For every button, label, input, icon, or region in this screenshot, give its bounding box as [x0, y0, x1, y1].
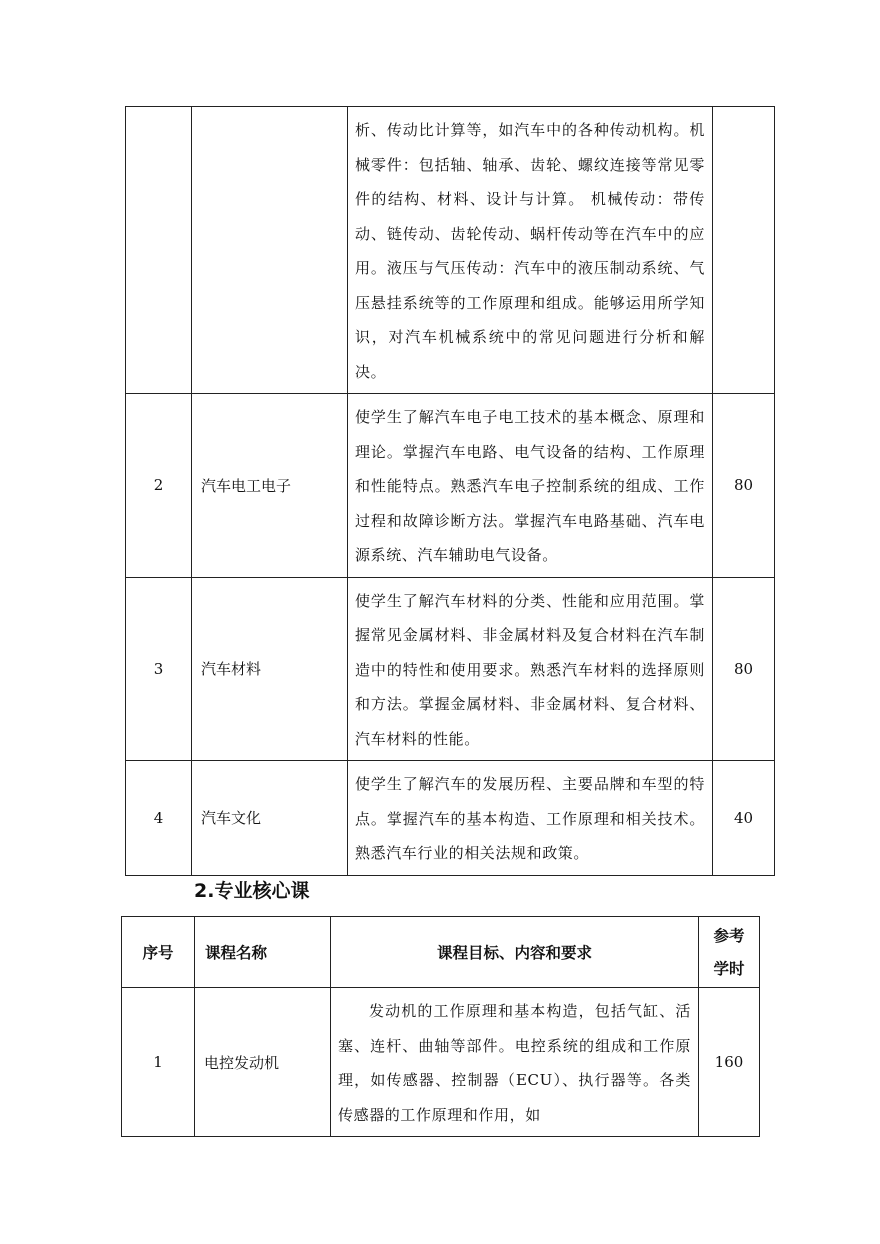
- course-table-basic: [125, 106, 775, 876]
- header-course-name: 课程名称: [195, 917, 331, 988]
- row-number: 2: [126, 394, 192, 578]
- table-row: [126, 761, 775, 876]
- course-description: 使学生了解汽车材料的分类、性能和应用范围。掌握常见金属材料、非金属材料及复合材料在汽车制造中的特性和使用要求。熟悉汽车材料的选择原则和方法。掌握金属材料、非金属材料、复合材料、汽车材料的性能。: [348, 577, 713, 761]
- header-hours-line2: 学时: [713, 959, 745, 978]
- row-number: 4: [126, 761, 192, 876]
- row-number: [126, 107, 192, 394]
- course-description: 发动机的工作原理和基本构造，包括气缸、活塞、连杆、曲轴等部件。电控系统的组成和工作原理，如传感器、控制器（ECU）、执行器等。各类传感器的工作原理和作用，如: [331, 988, 699, 1137]
- section-heading: 2.专业核心课: [194, 880, 310, 902]
- table-header-row: [122, 917, 760, 988]
- row-number: 1: [122, 988, 195, 1137]
- course-hours: [713, 107, 775, 394]
- header-number: 序号: [122, 917, 195, 988]
- course-description: 析、传动比计算等，如汽车中的各种传动机构。机械零件：包括轴、轴承、齿轮、螺纹连接等常见零件的结构、材料、设计与计算。 机械传动：带传动、链传动、齿轮传动、蜗杆传动等在汽车中的应用。液压与气压传动：汽车中的液压制动系统、气压悬挂系统等的工作原理和组成。能够运用所学知识，对汽车机械系统中的常见问题进行分析和解决。: [348, 107, 713, 394]
- header-hours: [699, 917, 760, 988]
- header-hours-line1: 参考: [713, 926, 745, 945]
- course-hours: 80: [713, 577, 775, 761]
- course-name: 汽车电工电子: [192, 394, 348, 578]
- table-row: [126, 107, 775, 394]
- course-name: 汽车文化: [192, 761, 348, 876]
- course-table-core: [121, 916, 760, 1137]
- row-number: 3: [126, 577, 192, 761]
- course-name: 电控发动机: [195, 988, 331, 1137]
- table-row: [126, 394, 775, 578]
- table-row: [122, 988, 760, 1137]
- course-name: 汽车材料: [192, 577, 348, 761]
- table-row: [126, 577, 775, 761]
- course-hours: 40: [713, 761, 775, 876]
- course-hours: 160: [699, 988, 760, 1137]
- course-description: 使学生了解汽车的发展历程、主要品牌和车型的特点。掌握汽车的基本构造、工作原理和相关技术。熟悉汽车行业的相关法规和政策。: [348, 761, 713, 876]
- course-name: [192, 107, 348, 394]
- course-hours: 80: [713, 394, 775, 578]
- header-description: 课程目标、内容和要求: [331, 917, 699, 988]
- course-description: 使学生了解汽车电子电工技术的基本概念、原理和理论。掌握汽车电路、电气设备的结构、工作原理和性能特点。熟悉汽车电子控制系统的组成、工作过程和故障诊断方法。掌握汽车电路基础、汽车电源系统、汽车辅助电气设备。: [348, 394, 713, 578]
